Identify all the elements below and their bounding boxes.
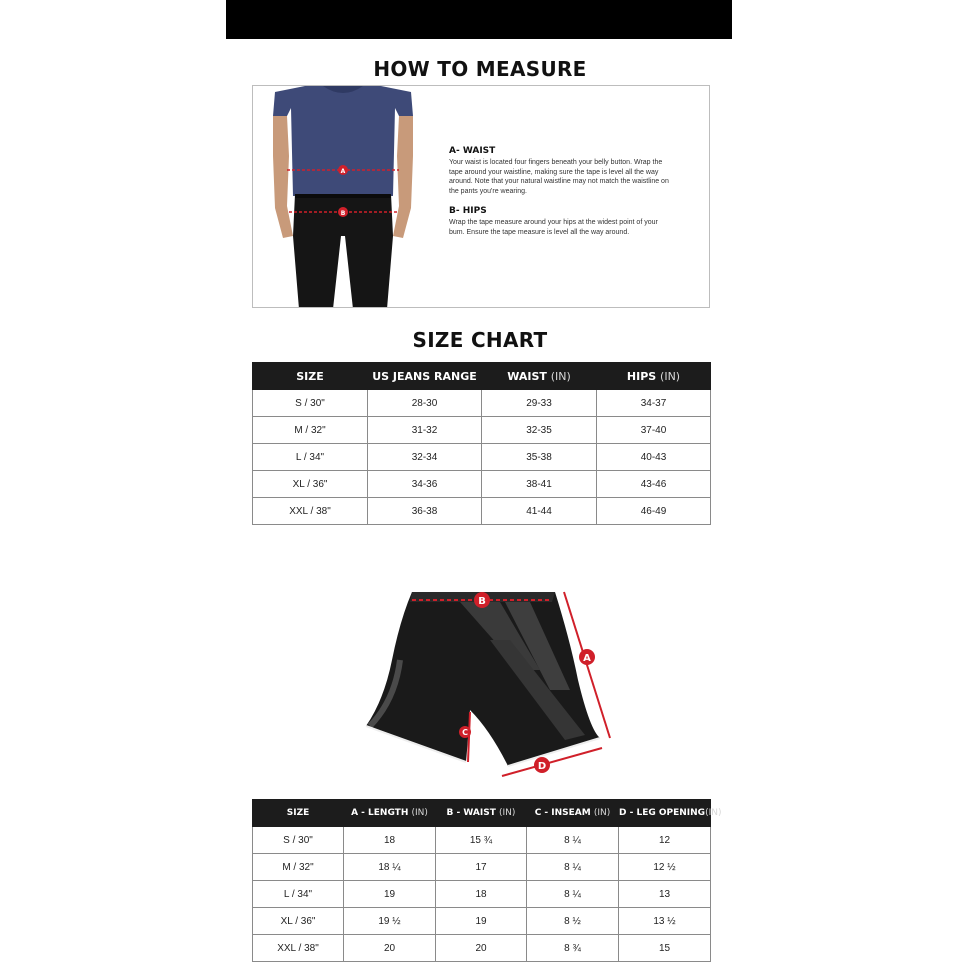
- table-cell: XXL / 38": [253, 498, 368, 525]
- shorts-chart-header: D - LEG OPENING(IN): [619, 800, 711, 827]
- table-cell: 15: [619, 935, 711, 962]
- table-cell: 18: [344, 827, 436, 854]
- table-cell: 12 ½: [619, 854, 711, 881]
- size-chart-header: US JEANS RANGE: [368, 363, 482, 390]
- table-cell: 28-30: [368, 390, 482, 417]
- table-cell: 32-35: [482, 417, 597, 444]
- hips-instructions: Wrap the tape measure around your hips at the widest point of your bum. Ensure the tape measure is level all the way around.: [449, 219, 658, 236]
- shorts-chart-header: A - LENGTH (IN): [344, 800, 436, 827]
- table-cell: 36-38: [368, 498, 482, 525]
- table-cell: 29-33: [482, 390, 597, 417]
- table-cell: 18 ¼: [344, 854, 436, 881]
- table-row: [253, 908, 711, 935]
- table-cell: 38-41: [482, 471, 597, 498]
- marker-b-label: B: [478, 596, 486, 607]
- shorts-measurement-table: [252, 799, 722, 962]
- table-cell: 40-43: [597, 444, 711, 471]
- shorts-chart-header: C - INSEAM (IN): [527, 800, 619, 827]
- marker-a-label: A: [583, 653, 591, 664]
- table-row: [253, 498, 711, 525]
- table-cell: 20: [436, 935, 527, 962]
- size-chart-header: SIZE: [253, 363, 368, 390]
- table-cell: 43-46: [597, 471, 711, 498]
- size-chart-header: HIPS (IN): [597, 363, 711, 390]
- marker-b-label: B: [340, 210, 346, 217]
- table-cell: 34-37: [597, 390, 711, 417]
- table-cell: 32-34: [368, 444, 482, 471]
- table-cell: XL / 36": [253, 471, 368, 498]
- top-black-banner: [226, 0, 732, 39]
- shorts-chart-header: B - WAIST (IN): [436, 800, 527, 827]
- table-cell: XXL / 38": [253, 935, 344, 962]
- table-cell: S / 30": [253, 827, 344, 854]
- marker-a-label: A: [340, 168, 346, 175]
- marker-c-label: C: [462, 728, 468, 737]
- measure-instructions: [449, 146, 669, 247]
- table-cell: 19: [436, 908, 527, 935]
- table-row: [253, 471, 711, 498]
- table-cell: 8 ½: [527, 908, 619, 935]
- table-cell: 15 ¾: [436, 827, 527, 854]
- table-cell: 46-49: [597, 498, 711, 525]
- size-chart-table: [252, 362, 711, 525]
- shorts-chart-header: SIZE: [253, 800, 344, 827]
- table-cell: 37-40: [597, 417, 711, 444]
- waist-title: A- WAIST: [449, 146, 496, 156]
- person-model-illustration: [253, 86, 433, 308]
- hips-title: B- HIPS: [449, 206, 487, 216]
- shorts-chart-header-row: [253, 800, 711, 827]
- table-cell: 8 ¼: [527, 854, 619, 881]
- table-cell: 35-38: [482, 444, 597, 471]
- table-cell: 8 ¾: [527, 935, 619, 962]
- table-cell: M / 32": [253, 417, 368, 444]
- table-cell: L / 34": [253, 881, 344, 908]
- table-cell: 19 ½: [344, 908, 436, 935]
- table-cell: M / 32": [253, 854, 344, 881]
- table-cell: 31-32: [368, 417, 482, 444]
- table-cell: 8 ¼: [527, 881, 619, 908]
- table-cell: 34-36: [368, 471, 482, 498]
- table-row: [253, 935, 711, 962]
- table-cell: S / 30": [253, 390, 368, 417]
- table-cell: XL / 36": [253, 908, 344, 935]
- table-row: [253, 417, 711, 444]
- how-to-measure-title: HOW TO MEASURE: [373, 57, 587, 81]
- table-cell: 8 ¼: [527, 827, 619, 854]
- table-row: [253, 881, 711, 908]
- marker-d-label: D: [537, 761, 547, 772]
- table-row: [253, 390, 711, 417]
- size-chart-header: WAIST (IN): [482, 363, 597, 390]
- table-cell: 41-44: [482, 498, 597, 525]
- size-chart-header-row: [253, 363, 711, 390]
- waist-instructions: Your waist is located four fingers beneath your belly button. Wrap the tape around your waistline, making sure the tape is level all the way around. Note that your natural waistline may not match the waistline on the pants you're wearing.: [449, 159, 669, 195]
- table-cell: 17: [436, 854, 527, 881]
- table-row: [253, 444, 711, 471]
- table-cell: L / 34": [253, 444, 368, 471]
- table-cell: 18: [436, 881, 527, 908]
- size-chart-title: SIZE CHART: [412, 328, 548, 352]
- shorts-diagram: [340, 580, 620, 780]
- table-cell: 19: [344, 881, 436, 908]
- how-to-measure-panel: [252, 85, 710, 308]
- table-row: [253, 827, 711, 854]
- table-cell: 13 ½: [619, 908, 711, 935]
- table-cell: 12: [619, 827, 711, 854]
- table-cell: 13: [619, 881, 711, 908]
- table-cell: 20: [344, 935, 436, 962]
- table-row: [253, 854, 711, 881]
